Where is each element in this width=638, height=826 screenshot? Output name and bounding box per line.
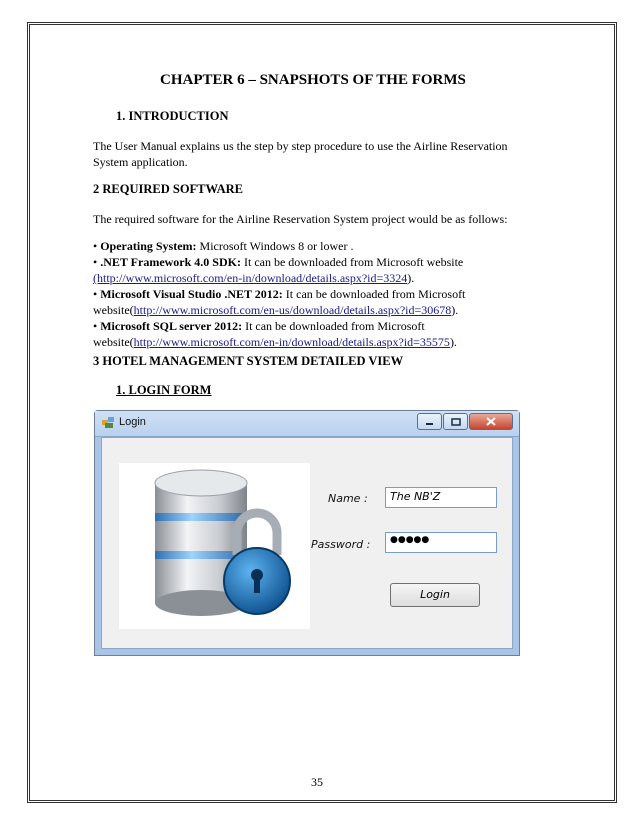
bullet: • (93, 239, 98, 253)
database-lock-image (119, 463, 310, 629)
net-label: .NET Framework 4.0 SDK: (100, 255, 241, 269)
minimize-button[interactable] (417, 413, 442, 430)
login-window (94, 410, 520, 656)
vs-prefix: website( (93, 303, 134, 317)
maximize-button[interactable] (443, 413, 468, 430)
os-line (93, 238, 353, 254)
chapter-title: CHAPTER 6 – SNAPSHOTS OF THE FORMS (160, 72, 466, 88)
window-title: Login (119, 416, 146, 428)
sql-prefix: website( (93, 335, 134, 349)
login-form-heading: 1. LOGIN FORM (116, 383, 212, 397)
sql-label: Microsoft SQL server 2012: (100, 319, 243, 333)
sql-download-link[interactable]: http://www.microsoft.com/en-in/download/details.aspx?id=35575 (133, 335, 450, 349)
login-button[interactable]: Login (390, 583, 480, 607)
app-icon (102, 417, 115, 429)
intro-text-line-2: System application. (93, 155, 188, 169)
vs-link-line (93, 302, 458, 318)
password-input[interactable]: ●●●●● (385, 532, 497, 553)
bullet: • (93, 255, 98, 269)
sql-line (93, 318, 425, 334)
net-line (93, 254, 463, 270)
close-icon (486, 417, 496, 426)
system-view-heading: 3 HOTEL MANAGEMENT SYSTEM DETAILED VIEW (93, 354, 404, 368)
vs-line (93, 286, 465, 302)
vs-download-link[interactable]: http://www.microsoft.com/en-us/download/details.aspx?id=30678 (133, 303, 452, 317)
required-software-heading: 2 REQUIRED SOFTWARE (93, 182, 244, 196)
name-input[interactable]: The NB'Z (385, 487, 497, 508)
window-titlebar (95, 411, 519, 437)
vs-label: Microsoft Visual Studio .NET 2012: (100, 287, 283, 301)
os-text: Microsoft Windows 8 or lower . (196, 239, 354, 253)
vs-text: It can be downloaded from Microsoft (282, 287, 466, 301)
close-button[interactable] (469, 413, 513, 430)
bullet: • (93, 287, 98, 301)
intro-text-line-1: The User Manual explains us the step by step procedure to use the Airline Reservation (93, 139, 508, 153)
os-label: Operating System: (100, 239, 197, 253)
net-link-line (93, 270, 414, 286)
window-controls (417, 413, 513, 430)
minimize-icon (425, 419, 434, 425)
required-software-text: The required software for the Airline Reservation System project would be as follows: (93, 212, 508, 226)
sql-link-line (93, 334, 457, 350)
maximize-icon (451, 418, 461, 426)
password-label: Password : (311, 538, 371, 551)
net-link-end: ). (407, 271, 415, 285)
database-lock-icon (119, 463, 310, 629)
introduction-heading: 1. INTRODUCTION (116, 109, 229, 123)
vs-link-end: ). (451, 303, 459, 317)
page-number: 35 (311, 775, 323, 789)
name-label: Name : (328, 492, 368, 505)
sql-link-end: ). (449, 335, 457, 349)
net-download-link[interactable]: (http://www.microsoft.com/en-in/download/details.aspx?id=3324 (93, 271, 408, 285)
sql-text: It can be downloaded from Microsoft (242, 319, 425, 333)
bullet: • (93, 319, 98, 333)
net-text: It can be downloaded from Microsoft website (240, 255, 464, 269)
window-client-area (101, 437, 513, 649)
